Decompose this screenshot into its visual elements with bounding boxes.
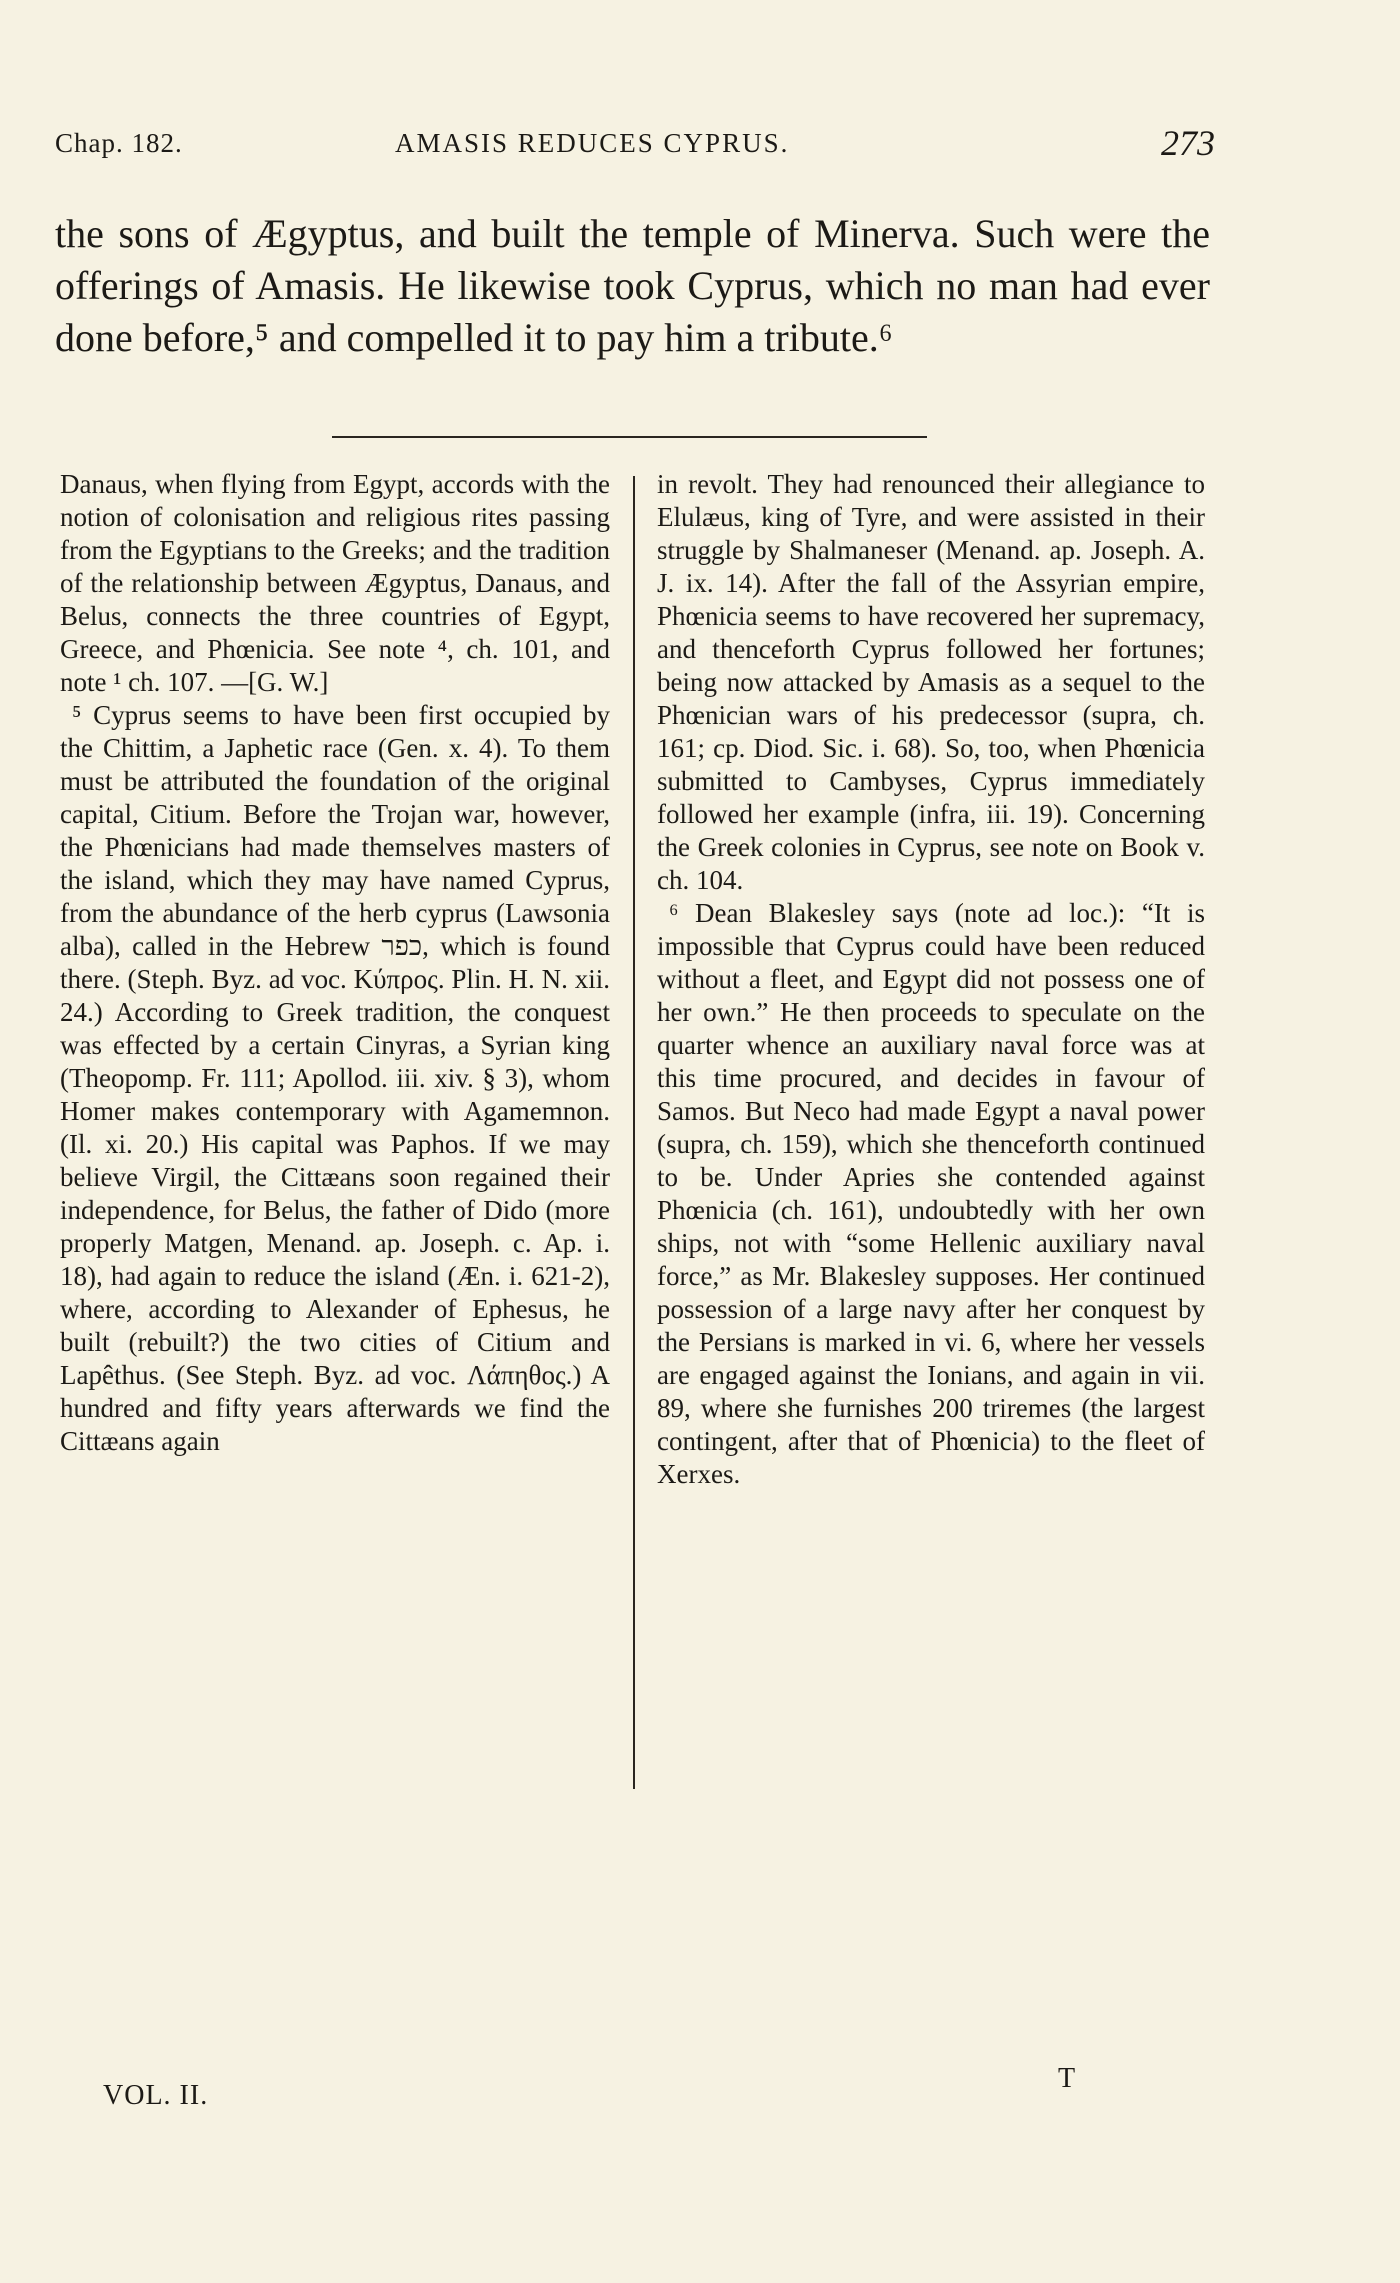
running-header [55, 123, 1215, 168]
volume-label: VOL. II. [103, 2080, 209, 2111]
chapter-label: Chap. 182. [55, 128, 183, 158]
column-divider [633, 476, 635, 1789]
main-paragraph: the sons of Ægyptus, and built the temple of Minerva. Such were the offerings of Amasis. He likewise took Cyprus, which no man had ever done before,⁵ and compelled it to pay him a tribute.⁶ [55, 211, 1210, 360]
page-number: 273 [1161, 123, 1215, 163]
footnotes-right-column [657, 468, 1205, 1491]
footnote-rule [332, 436, 927, 438]
footnote-6: ⁶ Dean Blakesley says (note ad loc.): “It is impossible that Cyprus could have been reduced without a fleet, and Egypt did not possess one of her own.” He then proceeds to speculate on the quarter whence an auxiliary naval force was at this time procured, and decides in favour of Samos. But Neco had made Egypt a naval power (supra, ch. 159), which she thenceforth continued to be. Under Apries she contended against Phœnicia (ch. 161), undoubtedly with her own ships, not with “some Hellenic auxiliary naval force,” as Mr. Blakesley supposes. Her continued possession of a large navy after her conquest by the Persians is marked in vi. 6, where her vessels are engaged against the Ionians, and again in vii. 89, where she furnishes 200 triremes (the largest contingent, after that of Phœnicia) to the fleet of Xerxes. [657, 898, 1205, 1489]
signature-mark: T [1058, 2063, 1076, 2094]
footnotes-left-column [60, 468, 610, 1458]
footnote-5: ⁵ Cyprus seems to have been first occupied by the Chittim, a Japhetic race (Gen. x. 4). To them must be attributed the foundation of the original capital, Citium. Before the Trojan war, however, the Phœnicians had made themselves masters of the island, which they may have named Cyprus, from the abundance of the herb cyprus (Lawsonia alba), called in the Hebrew כפר, which is found there. (Steph. Byz. ad voc. Κύπρος. Plin. H. N. xii. 24.) According to Greek tradition, the conquest was effected by a certain Cinyras, a Syrian king (Theopomp. Fr. 111; Apollod. iii. xiv. § 3), whom Homer makes contemporary with Agamemnon. (Il. xi. 20.) His capital was Paphos. If we may believe Virgil, the Cittæans soon regained their independence, for Belus, the father of Dido (more properly Matgen, Menand. ap. Joseph. c. Ap. i. 18), had again to reduce the island (Æn. i. 621-2), where, according to Alexander of Ephesus, he built (rebuilt?) the two cities of Citium and Lapêthus. (See Steph. Byz. ad voc. Λάπηθος.) A hundred and fifty years afterwards we find the Cittæans again [60, 700, 611, 1456]
running-title: AMASIS REDUCES CYPRUS. [395, 128, 790, 158]
footnote-paragraph: Danaus, when flying from Egypt, accords with the notion of colonisation and religious rites passing from the Egyptians to the Greeks; and the tradition of the relationship between Ægyptus, Danaus, and Belus, connects the three countries of Egypt, Greece, and Phœnicia. See note ⁴, ch. 101, and note ¹ ch. 107. —[G. W.] [60, 469, 610, 697]
footnote-paragraph: in revolt. They had renounced their allegiance to Elulæus, king of Tyre, and were assisted in their struggle by Shalmaneser (Menand. ap. Joseph. A. J. ix. 14). After the fall of the Assyrian empire, Phœnicia seems to have recovered her supremacy, and thenceforth Cyprus followed her fortunes; being now attacked by Amasis as a sequel to the Phœnician wars of his predecessor (supra, ch. 161; cp. Diod. Sic. i. 68). So, too, when Phœnicia submitted to Cambyses, Cyprus immediately followed her example (infra, iii. 19). Concerning the Greek colonies in Cyprus, see note on Book v. ch. 104. [657, 469, 1205, 895]
main-text [55, 208, 1210, 364]
